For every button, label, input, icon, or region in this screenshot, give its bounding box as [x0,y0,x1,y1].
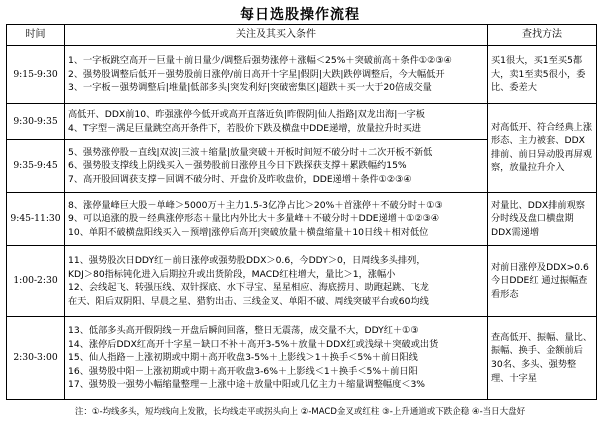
row-conditions [65,192,488,246]
condition-line: 17、强势股一强势小幅缩量整理－上涨中途＋放量中阳或几亿主力＋缩量调整幅度＜3% [68,379,426,391]
row-method: 对量比、DDX排前观察分时线及盘口横盘期DDX需递增 [488,192,597,246]
condition-line: KDJ＞80指标钝化进入后期拉升或出货阶段，MACD红柱增大，量比＞1，涨幅小 [68,268,396,280]
page-title: 每日选股操作流程 [240,7,360,23]
header-time: 时间 [7,25,65,46]
row-conditions [65,46,488,104]
row-conditions [65,317,488,400]
condition-line: 13、低部多头高开假阴线－开盘后瞬间回落，整日无震荡，成交量不大，DDY红＋①③ [68,325,419,337]
row-time: 9:30-9:35 [7,103,65,139]
condition-line: 9、可以追涨的股－经典涨停形态＋量比内外比大＋多量峰＋不破分时＋DDE递增＋①②③④ [68,213,440,225]
table-row [7,192,597,246]
condition-line: 6、强势股支撑线上阴线买入－强势股前日涨停且今日下跌探获支撑＋累跌幅约15% [68,160,407,172]
row-method: 对前日涨停及DDX>0.6今日DDE红 通过振幅查看形态 [488,246,597,317]
stock-selection-flow-table [6,24,597,400]
table-header-row [7,25,597,46]
header-method: 查找方法 [488,25,597,46]
row-time: 9:15-9:30 [7,46,65,104]
header-conditions: 关注及其买入条件 [65,25,488,46]
condition-line: 1、一字板跳空高开－巨量＋前日量少/调整后强势涨停＋涨幅＜25%＋突破前高＋条件①②③④ [68,55,452,67]
condition-line: 7、高开股回调获支撑－回调不破分时、开盘价及昨收盘价，DDE递增＋条件①②③④ [68,173,412,185]
row-conditions [65,140,488,193]
condition-line: 在天、阳后双阴阳、早晨之星、猎豹出击、三线金叉、单阳不破、周线突破平台或60均线 [68,295,429,307]
row-method: 查高低开、振幅、量比、振幅、换手、金额前后30名、多头、强势整理、十字星 [488,317,597,400]
row-method: 对高低开、符合经典上涨形态、主力被套、DDX排前、前日异动股再屏观察，放量拉升介入 [488,103,597,192]
condition-line: 4、T字型－满足巨量跳空高开条件下，若股价下跌及横盘中DDE递增，放量拉升时买进 [68,122,421,134]
condition-line: 5、强势涨停股－直线|双波|三波＋缩量|放量突破＋开板时间短不破分时＋二次开板不新低 [68,146,433,158]
row-conditions [65,103,488,139]
condition-line: 高低开、DDX前10、昨强涨停今低开或高开直落近负|昨假阴|仙人指路|双龙出海|一字板 [68,108,425,120]
table-row [7,246,597,317]
row-time: 1:00-2:30 [7,246,65,317]
condition-line: 12、会线起飞、转强压线、双针探底、水下寻宝、星星相应、海底捞月、助跑起跳、飞龙 [68,282,429,294]
row-method: 买1很大，买1至买5都大，卖1至卖5很小，委比、委差大 [488,46,597,104]
condition-line: 11、强势股次日DDY红－前日涨停或强势股DDX＞0.6，今DDY＞0，日周线多头排列， [68,255,426,266]
condition-line: 3、一字板－强势调整后|堆量|低部多头|突发利好|突破密集区|超跌＋买一大于20倍成交量 [68,82,432,94]
row-conditions [65,246,488,317]
table-row [7,46,597,104]
condition-line: 16、强势股中阳－上涨初期或中期＋高开收盘3-6%＋上影线＜1＋换手＜5%＋前日阳 [68,365,418,377]
row-time: 9:35-9:45 [7,140,65,193]
table-row [7,103,597,139]
row-time: 2:30-3:00 [7,317,65,400]
condition-line: 2、强势股调整后低开－强势股前日涨停/前日高开十字星|假阴|大跌|跌停调整后，今大幅低开 [68,68,445,80]
condition-line: 10、单阳不破横盘阳线买入－预增|涨停后高开|突破放量＋横盘缩量＋10日线＋相对低位 [68,226,429,238]
condition-line: 15、仙人指路－上涨初期或中期＋高开收盘3-5%＋上影线＞1＋换手＜5%＋前日阳线 [68,352,418,364]
table-row [7,317,597,400]
footnote: 注：①-均线多头，短均线向上发散，长均线走平或拐头向上 ②-MACD金叉或红柱 ③-上升通道或下跌企稳 ④-当日大盘好 [74,407,526,417]
condition-line: 8、涨停量峰巨大股－单峰＞5000万＋主力1.5-3亿净占比＞20%＋首涨停＋不破分时＋①③ [68,199,443,211]
row-time: 9:45-11:30 [7,192,65,246]
condition-line: 14、涨停后DDX红高开十字星－缺口不补＋高开3-5%＋放量＋DDX红或浅绿＋突破或出货 [68,338,439,350]
